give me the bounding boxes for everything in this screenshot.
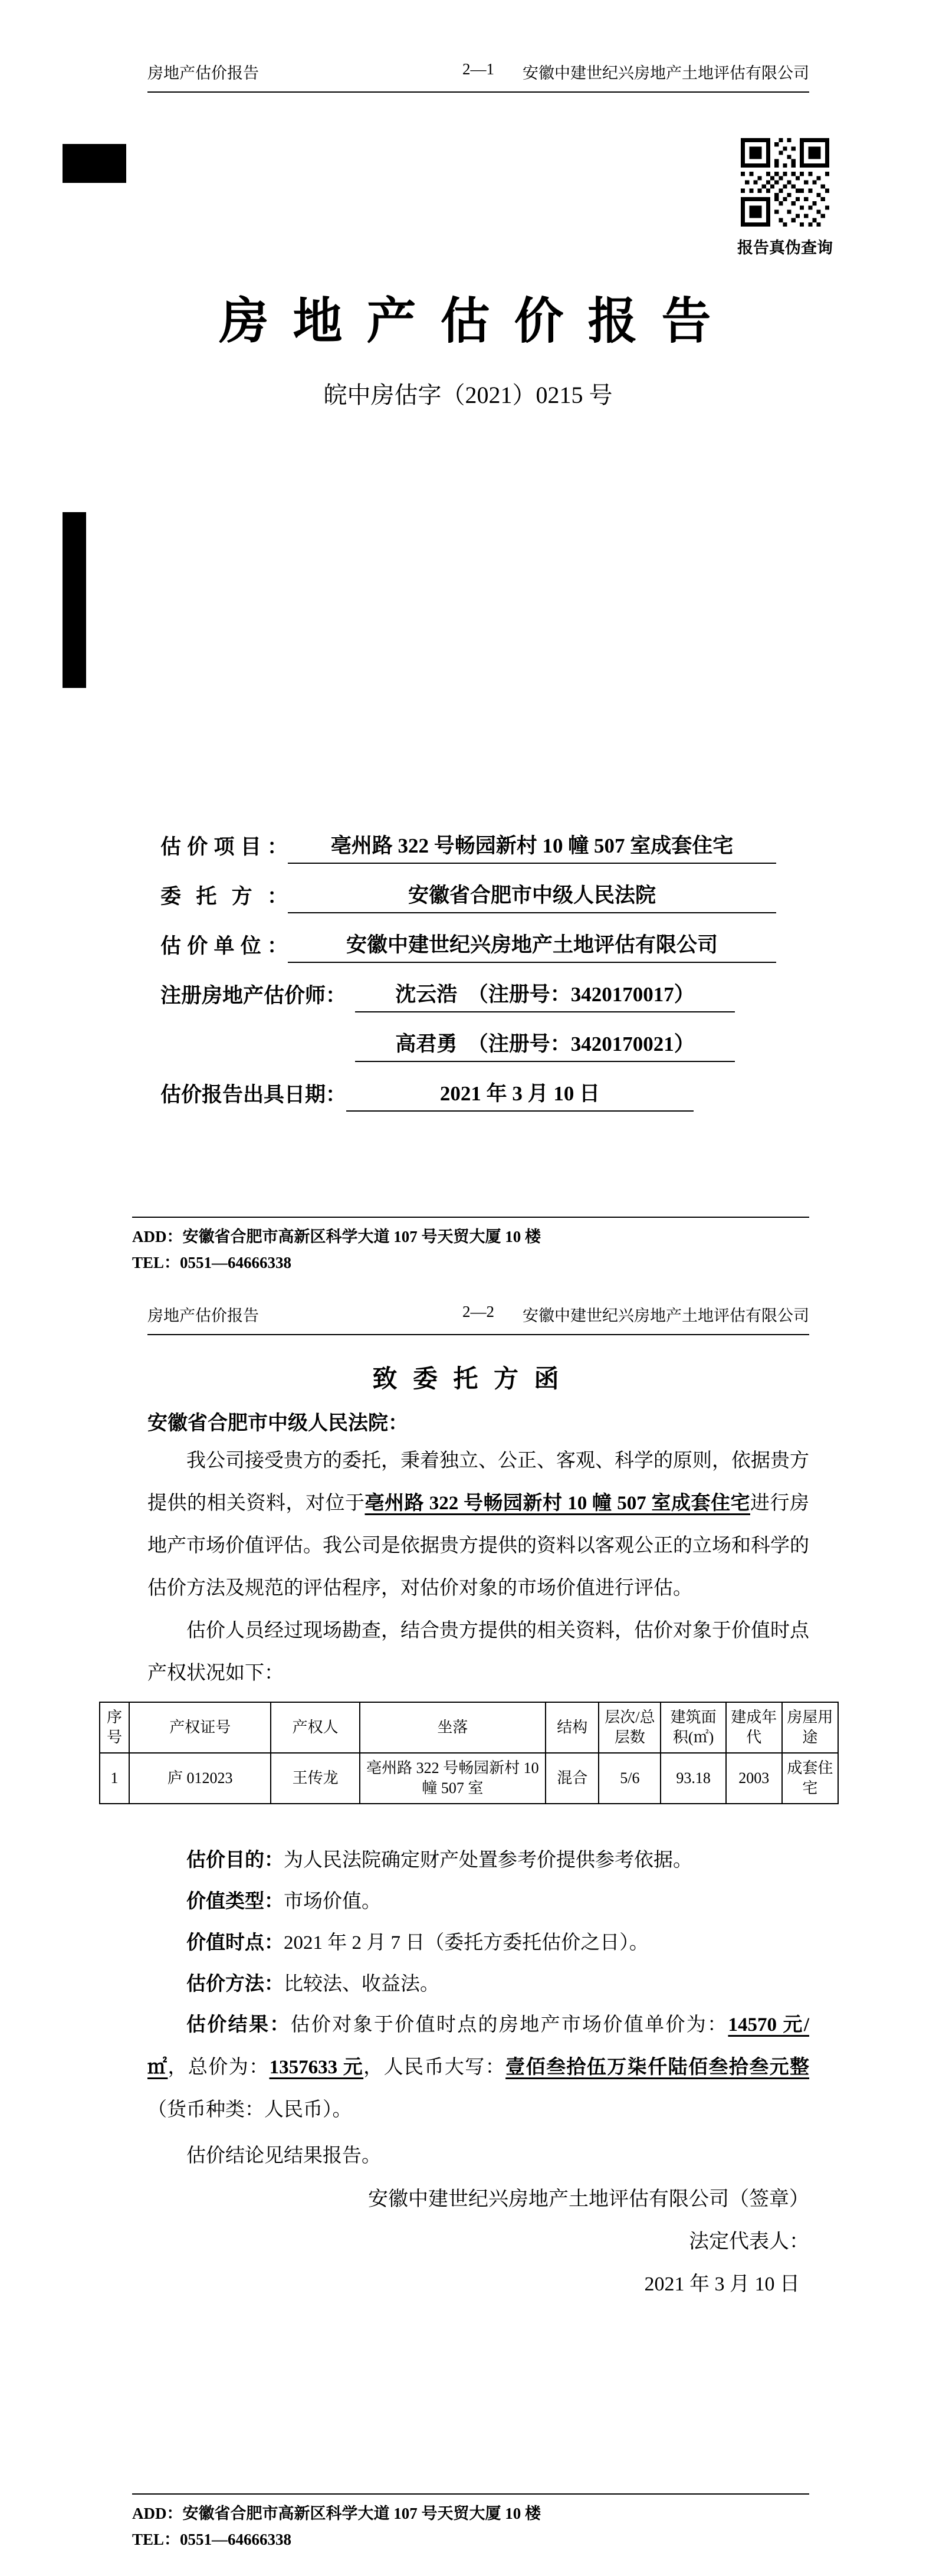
col-certificate-no: 产权证号: [129, 1702, 271, 1753]
cell-floor-area: 93.18: [661, 1753, 725, 1804]
signoff-legal-representative: 法定代表人：: [689, 2231, 809, 2253]
footer-telephone: TEL：0551—64666338: [132, 1254, 292, 1271]
cell-serial-no: 1: [100, 1753, 129, 1804]
form-label-project: 估价项目：: [160, 835, 288, 858]
col-serial-no: 序号: [100, 1702, 129, 1753]
form-row-project: [160, 814, 776, 864]
form-value-client: 安徽省合肥市中级人民法院: [288, 879, 776, 913]
item-method-label: 估价方法：: [186, 1974, 284, 1995]
item-value-type-text: 市场价值。: [284, 1891, 381, 1912]
item-purpose: [147, 1840, 809, 1881]
survey-paragraph: 估价人员经过现场勘查，结合贵方提供的相关资料，估价对象于价值时点产权状况如下：: [147, 1620, 809, 1684]
form-label-client: 委托方：: [160, 885, 288, 908]
salutation: 安徽省合肥市中级人民法院：: [147, 1412, 408, 1434]
page2-header: [147, 1303, 809, 1335]
item-method: [147, 1964, 809, 2005]
result-amount-words: 壹佰叁拾伍万柒仟陆佰叁拾叁元整: [505, 2057, 810, 2078]
item-value-type: [147, 1881, 809, 1922]
table-header-row: [100, 1702, 838, 1753]
item-purpose-text: 为人民法院确定财产处置参考价提供参考依据。: [284, 1850, 692, 1871]
cell-owner: 王传龙: [271, 1753, 359, 1804]
result-total-price: 1357633 元: [269, 2057, 364, 2078]
form-row-appraiser-2: [160, 1012, 735, 1062]
form-value-issue-date: 2021 年 3 月 10 日: [346, 1077, 694, 1112]
form-row-issue-date: [160, 1062, 694, 1112]
item-purpose-label: 估价目的：: [186, 1850, 284, 1871]
header-doc-title: 房地产估价报告: [147, 1307, 259, 1325]
redaction-block: [63, 144, 126, 183]
col-year-built: 建成年代: [726, 1702, 782, 1753]
signoff-date: 2021 年 3 月 10 日: [644, 2273, 800, 2295]
signoff-block: [147, 2178, 809, 2306]
qr-code: [741, 138, 829, 227]
result-unit-price: 14570 元/㎡: [147, 2014, 810, 2078]
header-company-name: 安徽中建世纪兴房地产土地评估有限公司: [523, 1307, 809, 1325]
property-rights-table: [99, 1702, 839, 1804]
form-label-appraisal-firm: 估价单位：: [160, 935, 288, 958]
col-usage: 房屋用途: [782, 1702, 838, 1753]
col-structure: 结构: [546, 1702, 599, 1753]
header-page-number: 2—2: [462, 1303, 494, 1320]
cell-floor: 5/6: [599, 1753, 661, 1804]
footer-address: ADD：安徽省合肥市高新区科学大道 107 号天贸大厦 10 楼: [132, 2505, 541, 2522]
cell-structure: 混合: [546, 1753, 599, 1804]
intro-paragraph: [147, 1440, 809, 1610]
signoff-company: 安徽中建世纪兴房地产土地评估有限公司（签章）: [368, 2188, 809, 2210]
cell-usage: 成套住宅: [782, 1753, 838, 1804]
doc-number: 皖中房估字（2021）0215 号: [323, 382, 613, 408]
col-floor: 层次/总层数: [599, 1702, 661, 1753]
item-value-date-text: 2021 年 2 月 7 日（委托方委托估价之日）。: [284, 1932, 649, 1954]
form-label-issue-date: 估价报告出具日期：: [160, 1083, 347, 1106]
form-label-blank: [160, 1058, 355, 1062]
intro-text-pre: 我公司接受贵方的委托，秉着独立、公正、客观、科学的原则，依据贵方提供的相关资料，对位于: [147, 1450, 809, 1514]
form-label-appraisers: 注册房地产估价师：: [160, 984, 347, 1007]
appraisal-items: [147, 1840, 809, 2005]
intro-text-post: 进行房地产市场价值评估。我公司是依据贵方提供的资料以客观公正的立场和科学的估价方法及规范的评估程序，对估价对象的市场价值进行评估。: [147, 1493, 809, 1599]
form-value-appraiser-2: 高君勇 （注册号：3420170021）: [355, 1028, 735, 1062]
item-value-date-label: 价值时点：: [186, 1932, 284, 1954]
col-floor-area: 建筑面积(㎡): [661, 1702, 725, 1753]
cell-location: 亳州路 322 号畅园新村 10 幢 507 室: [360, 1753, 546, 1804]
result-text-c: ，人民币大写：: [363, 2057, 506, 2078]
form-row-appraisal-firm: [160, 913, 776, 963]
col-location: 坐落: [360, 1702, 546, 1753]
page1-header: [147, 60, 809, 93]
item-method-text: 比较法、收益法。: [284, 1974, 439, 1995]
result-text-b: ，总价为：: [168, 2057, 270, 2078]
result-text-d: （货币种类：人民币）。: [147, 2099, 352, 2121]
result-text-a: 估价对象于价值时点的房地产市场价值单价为：: [290, 2014, 728, 2036]
cover-form: [160, 814, 776, 1112]
form-value-appraiser-1: 沈云浩 （注册号：3420170017）: [355, 978, 735, 1012]
header-doc-title: 房地产估价报告: [147, 64, 259, 82]
header-page-number: 2—1: [462, 60, 494, 78]
header-company-name: 安徽中建世纪兴房地产土地评估有限公司: [523, 64, 809, 82]
qr-caption: 报告真伪查询: [737, 239, 833, 257]
letter-title: 致 委 托 方 函: [372, 1366, 564, 1393]
footer-telephone: TEL：0551—64666338: [132, 2531, 292, 2548]
form-row-client: [160, 864, 776, 913]
item-value-date: [147, 1922, 809, 1964]
subject-property: 亳州路 322 号畅园新村 10 幢 507 室成套住宅: [364, 1493, 750, 1514]
report-title: 房 地 产 估 价 报 告: [219, 294, 717, 349]
table-row: [100, 1753, 838, 1804]
item-value-type-label: 价值类型：: [186, 1891, 284, 1912]
page2-footer: [132, 2493, 809, 2552]
redaction-bar: [63, 512, 86, 688]
conclusion-note: 估价结论见结果报告。: [186, 2145, 381, 2167]
footer-address: ADD：安徽省合肥市高新区科学大道 107 号天贸大厦 10 楼: [132, 1228, 541, 1246]
form-row-appraiser-1: [160, 963, 735, 1012]
cell-year-built: 2003: [726, 1753, 782, 1804]
form-value-project: 亳州路 322 号畅园新村 10 幢 507 室成套住宅: [288, 830, 776, 864]
page1-footer: [132, 1217, 809, 1276]
form-value-appraisal-firm: 安徽中建世纪兴房地产土地评估有限公司: [288, 929, 776, 963]
cell-certificate-no: 庐 012023: [129, 1753, 271, 1804]
result-label: 估价结果：: [186, 2014, 291, 2036]
result-paragraph: [147, 2004, 809, 2131]
col-owner: 产权人: [271, 1702, 359, 1753]
